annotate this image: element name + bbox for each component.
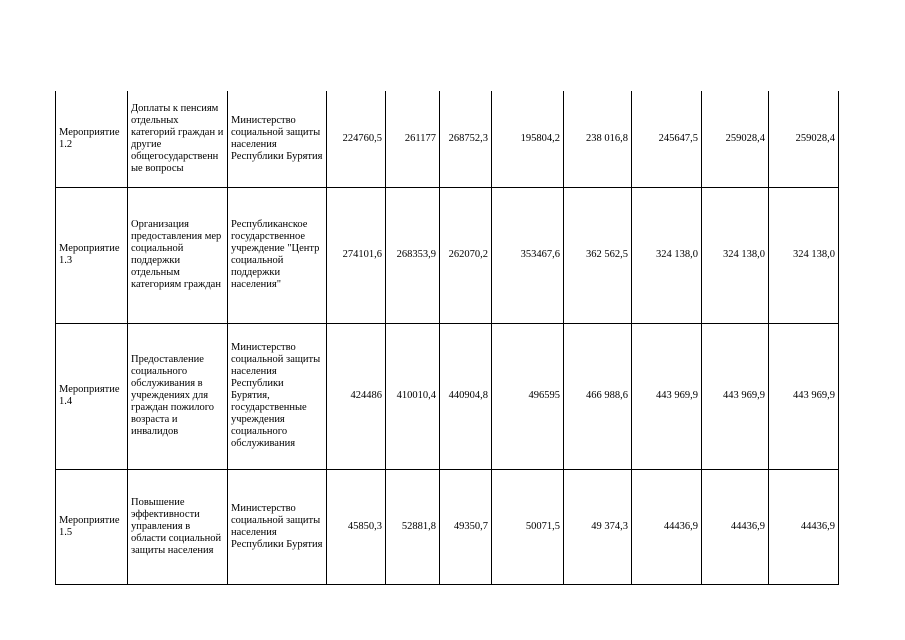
table-row: [56, 323, 839, 469]
value-cell: 443 969,9: [632, 323, 702, 469]
value-cell: 44436,9: [632, 469, 702, 584]
value-cell: 195804,2: [492, 91, 564, 187]
value-cell: 259028,4: [702, 91, 769, 187]
value-cell: 353467,6: [492, 187, 564, 323]
row-executor: Министерство социальной защиты населения Республики Бурятия, государственные учреждения социального обслуживания: [228, 323, 327, 469]
value-cell: 274101,6: [327, 187, 386, 323]
value-cell: 443 969,9: [769, 323, 839, 469]
row-name: Организация предоставления мер социальной поддержки отдельным категориям граждан: [128, 187, 228, 323]
row-name: Доплаты к пенсиям отдельных категорий граждан и другие общегосударственные вопросы: [128, 91, 228, 187]
value-cell: 44436,9: [702, 469, 769, 584]
value-cell: 259028,4: [769, 91, 839, 187]
row-code: Мероприятие 1.2: [56, 91, 128, 187]
value-cell: 245647,5: [632, 91, 702, 187]
value-cell: 410010,4: [386, 323, 440, 469]
table-row: [56, 91, 839, 187]
value-cell: 49 374,3: [564, 469, 632, 584]
value-cell: 443 969,9: [702, 323, 769, 469]
value-cell: 440904,8: [440, 323, 492, 469]
value-cell: 238 016,8: [564, 91, 632, 187]
value-cell: 52881,8: [386, 469, 440, 584]
row-code: Мероприятие 1.5: [56, 469, 128, 584]
value-cell: 496595: [492, 323, 564, 469]
row-code: Мероприятие 1.3: [56, 187, 128, 323]
value-cell: 268353,9: [386, 187, 440, 323]
budget-table: [55, 91, 839, 585]
value-cell: 324 138,0: [632, 187, 702, 323]
row-name: Повышение эффективности управления в области социальной защиты населения: [128, 469, 228, 584]
value-cell: 262070,2: [440, 187, 492, 323]
value-cell: 424486: [327, 323, 386, 469]
value-cell: 268752,3: [440, 91, 492, 187]
value-cell: 466 988,6: [564, 323, 632, 469]
table-row: [56, 469, 839, 584]
row-executor: Министерство социальной защиты населения Республики Бурятия: [228, 469, 327, 584]
value-cell: 49350,7: [440, 469, 492, 584]
value-cell: 261177: [386, 91, 440, 187]
value-cell: 50071,5: [492, 469, 564, 584]
value-cell: 362 562,5: [564, 187, 632, 323]
row-executor: Министерство социальной защиты населения Республики Бурятия: [228, 91, 327, 187]
value-cell: 45850,3: [327, 469, 386, 584]
value-cell: 224760,5: [327, 91, 386, 187]
value-cell: 44436,9: [769, 469, 839, 584]
row-code: Мероприятие 1.4: [56, 323, 128, 469]
table-row: [56, 187, 839, 323]
value-cell: 324 138,0: [702, 187, 769, 323]
value-cell: 324 138,0: [769, 187, 839, 323]
row-name: Предоставление социального обслуживания в учреждениях для граждан пожилого возраста и инвалидов: [128, 323, 228, 469]
row-executor: Республиканское государственное учреждение "Центр социальной поддержки населения": [228, 187, 327, 323]
